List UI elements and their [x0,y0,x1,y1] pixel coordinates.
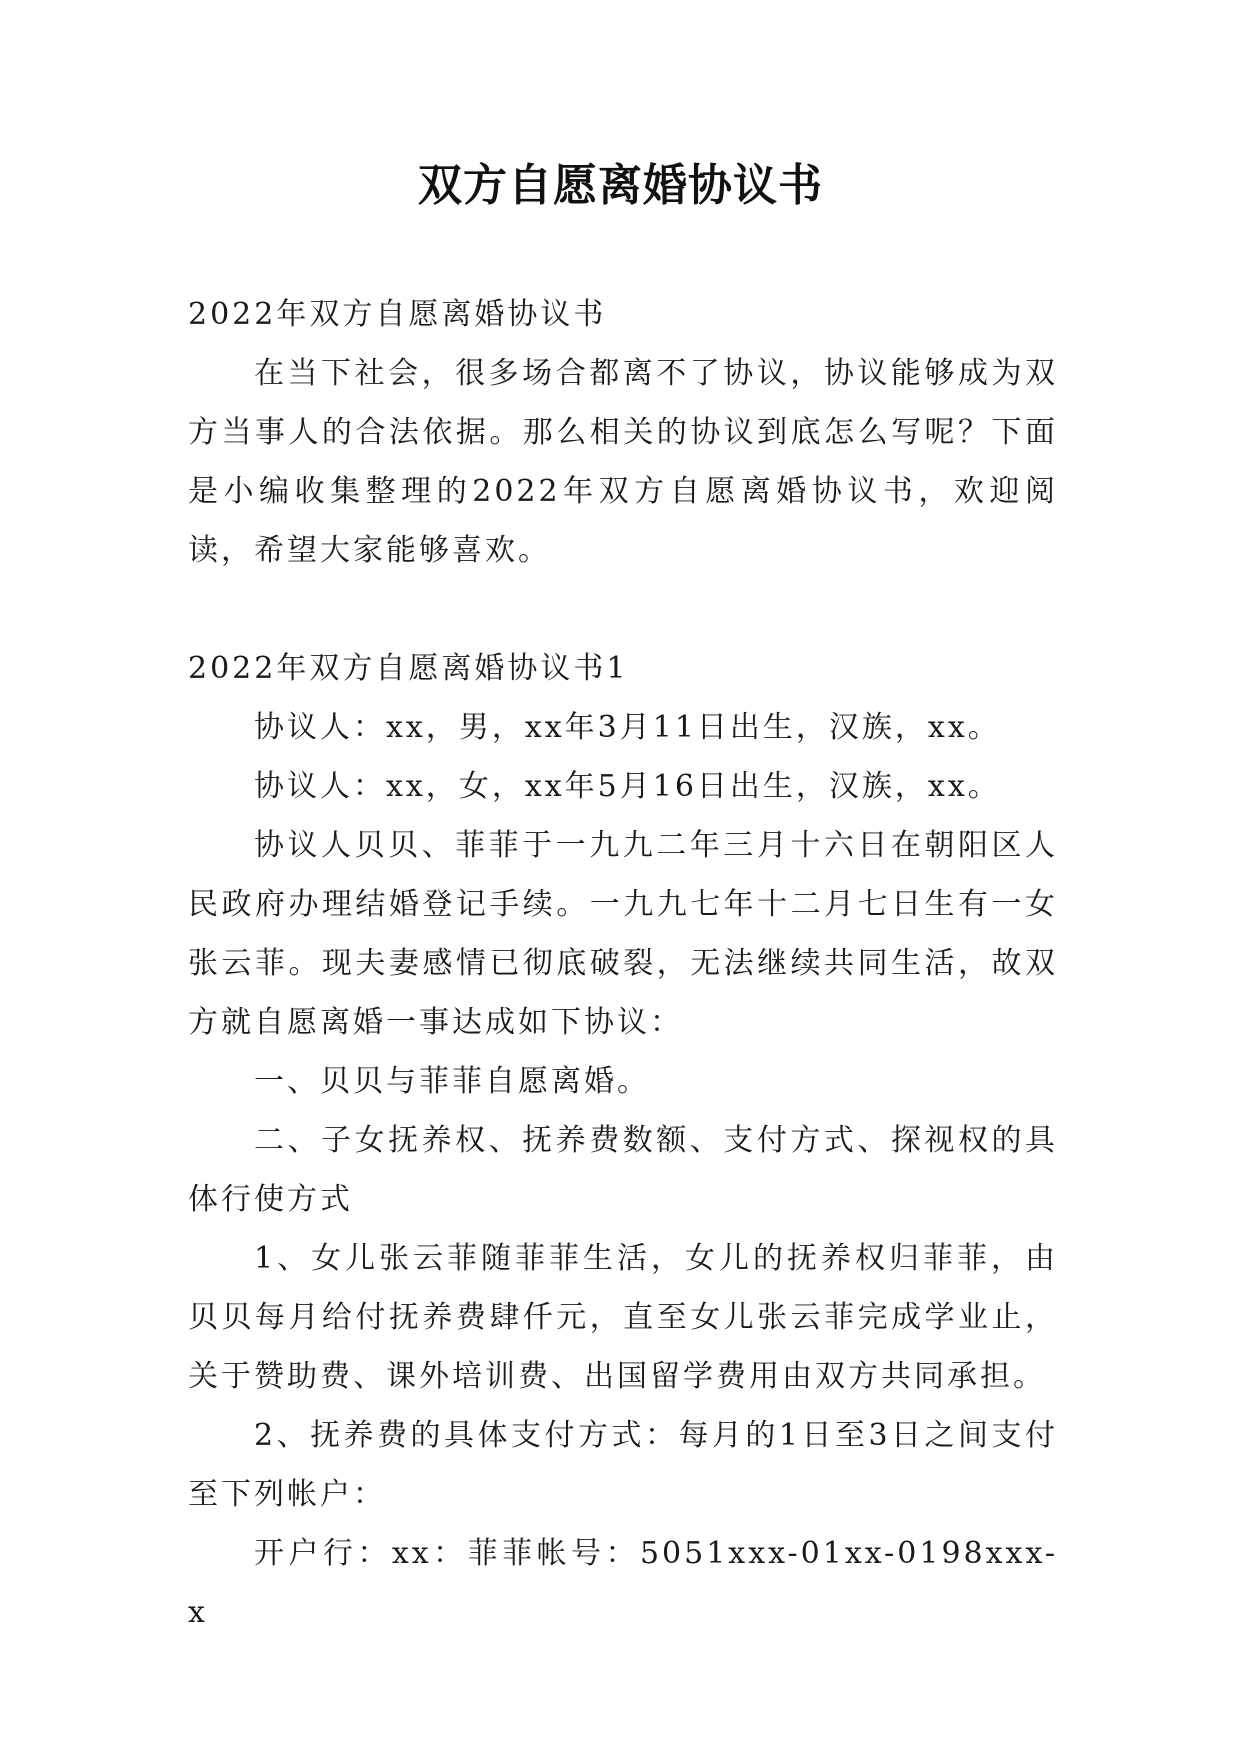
clause-two-paragraph: 二、子女抚养权、抚养费数额、支付方式、探视权的具体行使方式 [188,1123,1058,1217]
clause-one-paragraph: 一、贝贝与菲菲自愿离婚。 [254,1064,650,1099]
clause-two-item-one-paragraph: 1、女儿张云菲随菲菲生活，女儿的抚养权归菲菲，由贝贝每月给付抚养费肆仟元，直至女儿张云菲完成学业止，关于赞助费、课外培训费、出国留学费用由双方共同承担。 [188,1241,1058,1394]
clause-two-item-two-paragraph: 2、抚养费的具体支付方式：每月的1日至3日之间支付至下列帐户： [188,1418,1058,1512]
bank-account-paragraph: 开户行：xx：菲菲帐号：5051xxx-01xx-0198xxx-x [188,1536,1058,1630]
party-two-paragraph: 协议人：xx，女，xx年5月16日出生，汉族，xx。 [254,769,1001,804]
document-subtitle: 2022年双方自愿离婚协议书 [188,297,607,332]
marriage-background-paragraph: 协议人贝贝、菲菲于一九九二年三月十六日在朝阳区人民政府办理结婚登记手续。一九九七年十二月七日生有一女张云菲。现夫妻感情已彻底破裂，无法继续共同生活，故双方就自愿离婚一事达成如下协议： [188,828,1058,1040]
intro-paragraph: 在当下社会，很多场合都离不了协议，协议能够成为双方当事人的合法依据。那么相关的协议到底怎么写呢？下面是小编收集整理的2022年双方自愿离婚协议书，欢迎阅读，希望大家能够喜欢。 [188,356,1058,568]
document-body [188,285,1058,1642]
section-heading: 2022年双方自愿离婚协议书1 [188,651,629,686]
party-one-paragraph: 协议人：xx，男，xx年3月11日出生，汉族，xx。 [254,710,1001,745]
document-title: 双方自愿离婚协议书 [418,160,823,211]
section-spacer [188,580,1058,639]
